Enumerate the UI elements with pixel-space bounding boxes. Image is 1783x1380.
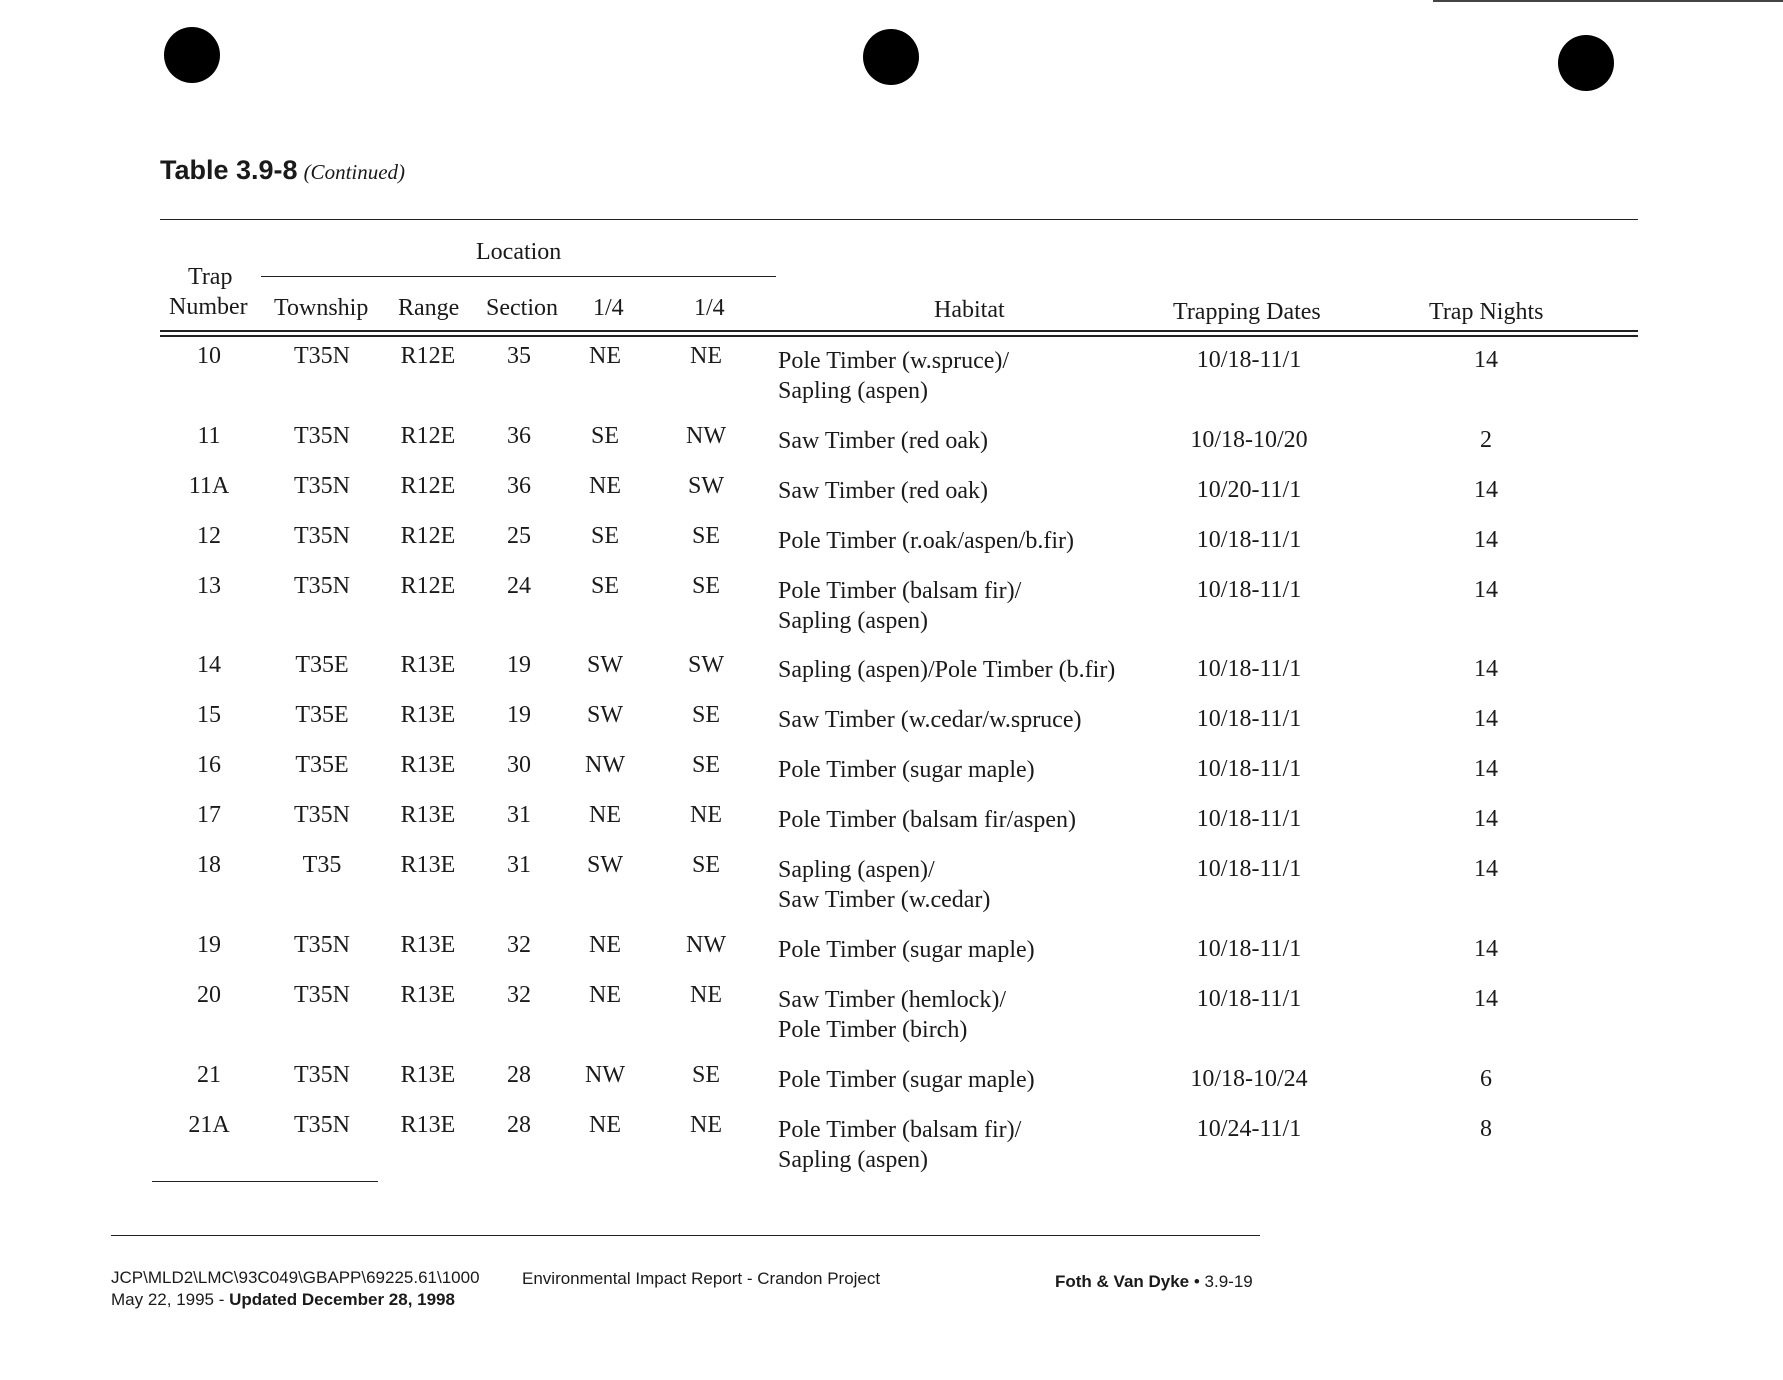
trap-number-cell: 18 [197,852,221,878]
trapping-dates-cell: 10/18-11/1 [1196,936,1302,962]
trap-number-cell: 20 [197,982,221,1008]
trap-nights-cell: 14 [1474,936,1498,962]
township-cell: T35N [294,423,350,449]
section-cell: 28 [507,1062,531,1088]
footer-updated: Updated December 28, 1998 [229,1290,455,1309]
trap-nights-cell: 14 [1474,656,1498,682]
section-cell: 25 [507,523,531,549]
quarter1-cell: NE [589,932,621,958]
footer-bullet: • [1189,1272,1205,1291]
township-cell: T35N [294,802,350,828]
punch-hole-left [164,27,220,83]
punch-hole-right [1558,35,1614,91]
location-rule [261,276,776,277]
range-cell: R12E [400,423,456,449]
habitat-line: Saw Timber (w.cedar) [778,887,991,913]
quarter1-cell: SE [590,423,620,449]
section-cell: 36 [507,423,531,449]
range-cell: R13E [400,852,456,878]
habitat-line: Sapling (aspen)/ [778,857,935,883]
trapping-dates-cell: 10/20-11/1 [1196,477,1302,503]
trap-number-cell: 15 [197,702,221,728]
habitat-cell [778,1065,1035,1095]
trap-nights-cell: 14 [1474,856,1498,882]
trap-nights-header: Trap Nights [1429,299,1544,325]
trap-nights-cell: 2 [1480,427,1492,453]
township-cell: T35E [295,702,349,728]
trapping-dates-cell: 10/18-11/1 [1196,656,1302,682]
trap-nights-cell: 14 [1474,347,1498,373]
range-cell: R13E [400,652,456,678]
trap-number-cell: 11A [188,473,230,499]
range-cell: R12E [400,523,456,549]
footer-rule [111,1235,1260,1236]
habitat-cell [778,985,1006,1045]
range-cell: R13E [400,982,456,1008]
location-group-header: Location [476,239,562,265]
trapping-dates-cell: 10/18-11/1 [1196,856,1302,882]
habitat-line: Pole Timber (sugar maple) [778,937,1035,963]
township-cell: T35N [294,473,350,499]
quarter2-cell: NE [690,802,722,828]
township-cell: T35N [294,1062,350,1088]
table-end-rule [152,1181,378,1182]
habitat-line: Pole Timber (balsam fir/aspen) [778,807,1076,833]
quarter1-cell: NW [585,752,625,778]
habitat-cell [778,476,988,506]
habitat-cell [778,755,1035,785]
township-cell: T35N [294,1112,350,1138]
trap-number-cell: 19 [197,932,221,958]
habitat-cell [778,805,1076,835]
habitat-line: Sapling (aspen) [778,1147,928,1173]
header-bottom-rule-1 [160,330,1638,332]
table-title [160,155,405,186]
footer-page-info [1055,1272,1253,1292]
footer-path: JCP\MLD2\LMC\93C049\GBAPP\69225.61\1000 [111,1268,480,1287]
trap-nights-cell: 14 [1474,527,1498,553]
trap-nights-cell: 14 [1474,706,1498,732]
trap-number-cell: 11 [197,423,221,449]
habitat-line: Sapling (aspen) [778,608,928,634]
quarter1-cell: SW [587,852,623,878]
habitat-cell [778,526,1074,556]
trap-number-cell: 13 [197,573,221,599]
range-cell: R13E [400,1062,456,1088]
range-header: Range [398,295,460,321]
trapping-dates-cell: 10/18-11/1 [1196,986,1302,1012]
trapping-dates-cell: 10/18-11/1 [1196,577,1302,603]
habitat-cell [778,855,990,915]
habitat-line: Pole Timber (sugar maple) [778,1067,1035,1093]
habitat-line: Pole Timber (balsam fir)/ [778,578,1022,604]
section-cell: 36 [507,473,531,499]
quarter1-cell: NE [589,982,621,1008]
habitat-line: Pole Timber (r.oak/aspen/b.fir) [778,528,1074,554]
trap-number-cell: 21A [188,1112,230,1138]
punch-hole-center [863,29,919,85]
section-cell: 24 [507,573,531,599]
quarter1-cell: NW [585,1062,625,1088]
section-header: Section [486,295,558,321]
section-cell: 19 [507,652,531,678]
habitat-line: Sapling (aspen) [778,378,928,404]
trap-nights-cell: 6 [1480,1066,1492,1092]
section-cell: 35 [507,343,531,369]
range-cell: R13E [400,932,456,958]
trap-number-cell: 14 [197,652,221,678]
range-cell: R12E [400,343,456,369]
trapping-dates-cell: 10/18-11/1 [1196,706,1302,732]
trapping-dates-cell: 10/18-11/1 [1196,806,1302,832]
habitat-line: Saw Timber (hemlock)/ [778,987,1006,1013]
section-cell: 32 [507,932,531,958]
township-cell: T35E [295,652,349,678]
range-cell: R13E [400,702,456,728]
quarter2-cell: SW [688,652,724,678]
habitat-cell [778,1115,1021,1175]
footer-date-prefix: May 22, 1995 - [111,1290,230,1309]
quarter2-cell: SE [691,752,721,778]
habitat-line: Saw Timber (red oak) [778,478,988,504]
quarter1-cell: SE [590,573,620,599]
range-cell: R12E [400,473,456,499]
trapping-dates-cell: 10/18-11/1 [1196,527,1302,553]
quarter2-cell: SE [691,523,721,549]
trap-number-cell: 12 [197,523,221,549]
header-top-rule [160,219,1638,220]
trap-nights-cell: 8 [1480,1116,1492,1142]
trapping-dates-header: Trapping Dates [1173,299,1321,325]
quarter2-cell: SE [691,1062,721,1088]
township-cell: T35N [294,932,350,958]
trapping-dates-cell: 10/18-10/20 [1190,427,1308,453]
habitat-cell [778,576,1021,636]
township-header: Township [274,295,369,321]
quarter1-cell: SW [587,702,623,728]
section-cell: 32 [507,982,531,1008]
footer-report: Environmental Impact Report - Crandon Project [522,1269,881,1288]
trapping-dates-cell: 10/24-11/1 [1196,1116,1302,1142]
habitat-line: Sapling (aspen)/Pole Timber (b.fir) [778,657,1116,683]
township-cell: T35E [295,752,349,778]
habitat-line: Pole Timber (sugar maple) [778,757,1035,783]
habitat-cell [778,935,1035,965]
range-cell: R13E [400,752,456,778]
header-bottom-rule-2 [160,335,1638,337]
habitat-header: Habitat [934,297,1005,323]
trap-nights-cell: 14 [1474,756,1498,782]
trap-number-cell: 10 [197,343,221,369]
quarter2-cell: SW [688,473,724,499]
table-continued: (Continued) [303,160,406,184]
quarter1-cell: SW [587,652,623,678]
quarter1-cell: NE [589,473,621,499]
habitat-line: Pole Timber (w.spruce)/ [778,348,1010,374]
habitat-line: Saw Timber (w.cedar/w.spruce) [778,707,1082,733]
trap-header-line2: Number [169,294,248,320]
quarter2-cell: NE [690,1112,722,1138]
quarter1-cell: NE [589,1112,621,1138]
section-cell: 28 [507,1112,531,1138]
footer-date [111,1290,455,1310]
section-cell: 30 [507,752,531,778]
scan-edge-mark [1433,0,1783,2]
township-cell: T35N [294,573,350,599]
trap-nights-cell: 14 [1474,477,1498,503]
footer-company: Foth & Van Dyke [1055,1272,1190,1291]
table-title-text: Table 3.9-8 [160,155,298,185]
trap-nights-cell: 14 [1474,986,1498,1012]
quarter2-cell: SE [691,702,721,728]
quarter1-cell: NE [589,343,621,369]
range-cell: R12E [400,573,456,599]
habitat-cell [778,655,1115,685]
habitat-cell [778,346,1009,406]
habitat-cell [778,426,988,456]
section-cell: 31 [507,852,531,878]
quarter2-header: 1/4 [694,295,725,321]
trapping-dates-cell: 10/18-10/24 [1190,1066,1308,1092]
quarter2-cell: SE [691,852,721,878]
trap-nights-cell: 14 [1474,806,1498,832]
habitat-line: Pole Timber (balsam fir)/ [778,1117,1022,1143]
township-cell: T35 [302,852,342,878]
trap-number-cell: 21 [197,1062,221,1088]
trap-number-cell: 16 [197,752,221,778]
habitat-line: Pole Timber (birch) [778,1017,968,1043]
section-cell: 31 [507,802,531,828]
quarter2-cell: NE [690,982,722,1008]
quarter1-cell: NE [589,802,621,828]
quarter2-cell: NE [690,343,722,369]
habitat-line: Saw Timber (red oak) [778,428,988,454]
quarter1-header: 1/4 [593,295,624,321]
trapping-dates-cell: 10/18-11/1 [1196,347,1302,373]
township-cell: T35N [294,343,350,369]
trap-nights-cell: 14 [1474,577,1498,603]
range-cell: R13E [400,1112,456,1138]
trapping-dates-cell: 10/18-11/1 [1196,756,1302,782]
habitat-cell [778,705,1081,735]
quarter2-cell: SE [691,573,721,599]
footer-page: 3.9-19 [1204,1272,1253,1291]
section-cell: 19 [507,702,531,728]
quarter2-cell: NW [686,932,726,958]
township-cell: T35N [294,523,350,549]
trap-header-line1: Trap [188,264,233,290]
township-cell: T35N [294,982,350,1008]
quarter2-cell: NW [686,423,726,449]
trap-number-cell: 17 [197,802,221,828]
range-cell: R13E [400,802,456,828]
quarter1-cell: SE [590,523,620,549]
